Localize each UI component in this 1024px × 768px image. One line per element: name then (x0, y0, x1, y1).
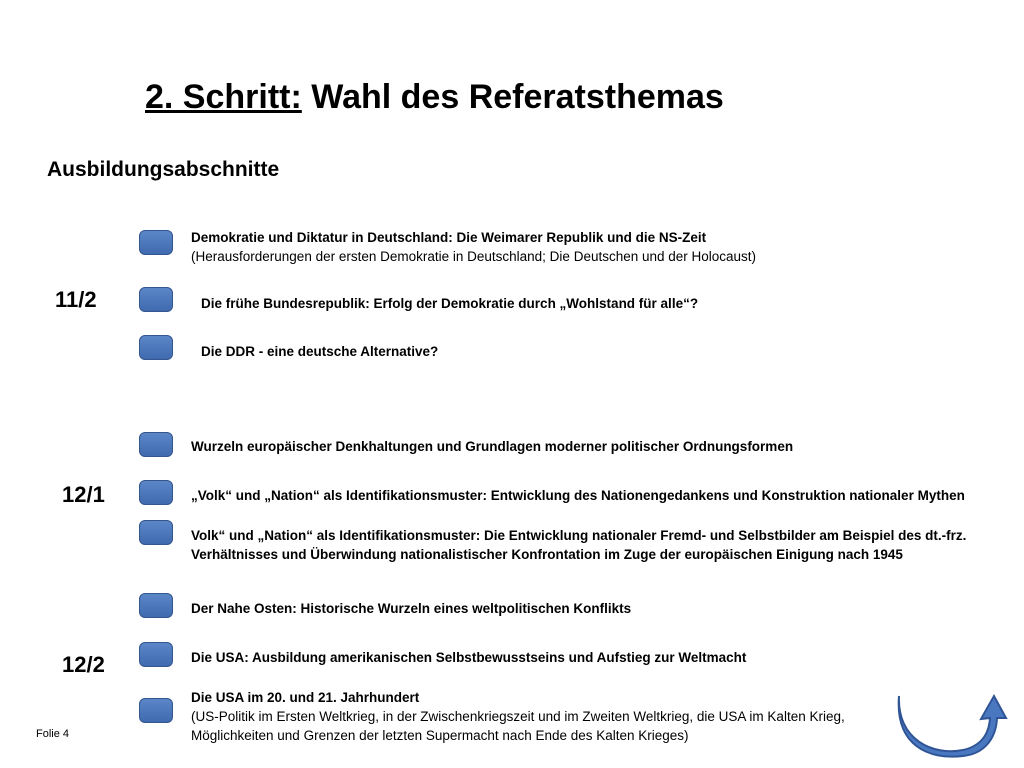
topic-item-2-title: Die frühe Bundesrepublik: Erfolg der Demokratie durch „Wohlstand für alle“? (201, 296, 699, 311)
topic-item-8 (191, 648, 746, 667)
title-prefix: 2. Schritt: (145, 78, 302, 116)
topic-item-7 (191, 599, 631, 618)
topic-select-button-4[interactable] (139, 432, 173, 457)
topic-item-9 (191, 688, 845, 745)
topic-item-9-detail-2: Möglichkeiten und Grenzen der letzten Supermacht nach Ende des Kalten Krieges) (191, 728, 689, 743)
topic-item-5-title: „Volk“ und „Nation“ als Identifikationsmuster: Entwicklung des Nationengedankens und Konstruktion nationaler Mythen (191, 488, 965, 503)
topic-select-button-5[interactable] (139, 480, 173, 505)
curved-return-arrow-icon[interactable] (893, 690, 1009, 758)
topic-select-button-8[interactable] (139, 642, 173, 667)
topic-select-button-9[interactable] (139, 698, 173, 723)
topic-item-2 (201, 294, 698, 313)
topic-item-9-detail-1: (US-Politik im Ersten Weltkrieg, in der Zwischenkriegszeit und im Zweiten Weltkrieg, die USA im Kalten Krieg, (191, 709, 845, 724)
section-label-12-2: 12/2 (62, 652, 105, 677)
topic-select-button-3[interactable] (139, 335, 173, 360)
topic-item-6 (191, 526, 966, 564)
topic-item-6-line-1: Volk“ und „Nation“ als Identifikationsmuster: Die Entwicklung nationaler Fremd- und Selbstbilder am Beispiel des dt.-frz. (191, 528, 967, 543)
topic-item-8-title: Die USA: Ausbildung amerikanischen Selbstbewusstseins und Aufstieg zur Weltmacht (191, 650, 747, 665)
topic-item-1-detail: (Herausforderungen der ersten Demokratie in Deutschland; Die Deutschen und der Holocaust) (191, 249, 757, 264)
topic-item-4 (191, 437, 793, 456)
section-label-11-2: 11/2 (55, 287, 97, 312)
slide-subtitle: Ausbildungsabschnitte (47, 158, 280, 181)
topic-item-4-title: Wurzeln europäischer Denkhaltungen und Grundlagen moderner politischer Ordnungsformen (191, 439, 794, 454)
topic-select-button-1[interactable] (139, 230, 173, 255)
topic-item-5 (191, 486, 965, 505)
topic-item-3 (201, 342, 438, 361)
slide-title (145, 78, 724, 117)
topic-item-7-title: Der Nahe Osten: Historische Wurzeln eines weltpolitischen Konflikts (191, 601, 632, 616)
title-rest: Wahl des Referatsthemas (301, 78, 724, 116)
topic-item-1-title: Demokratie und Diktatur in Deutschland: Die Weimarer Republik und die NS-Zeit (191, 230, 707, 245)
topic-item-9-title: Die USA im 20. und 21. Jahrhundert (191, 690, 420, 705)
topic-select-button-7[interactable] (139, 593, 173, 618)
topic-item-6-line-2: Verhältnisses und Überwindung nationalistischer Konfrontation im Zuge der europäischen Einigung nach 1945 (191, 547, 903, 562)
topic-item-1 (191, 228, 756, 266)
topic-item-3-title: Die DDR - eine deutsche Alternative? (201, 344, 439, 359)
slide-number: Folie 4 (36, 728, 70, 740)
topic-select-button-6[interactable] (139, 520, 173, 545)
topic-select-button-2[interactable] (139, 287, 173, 312)
section-label-12-1: 12/1 (62, 482, 105, 507)
